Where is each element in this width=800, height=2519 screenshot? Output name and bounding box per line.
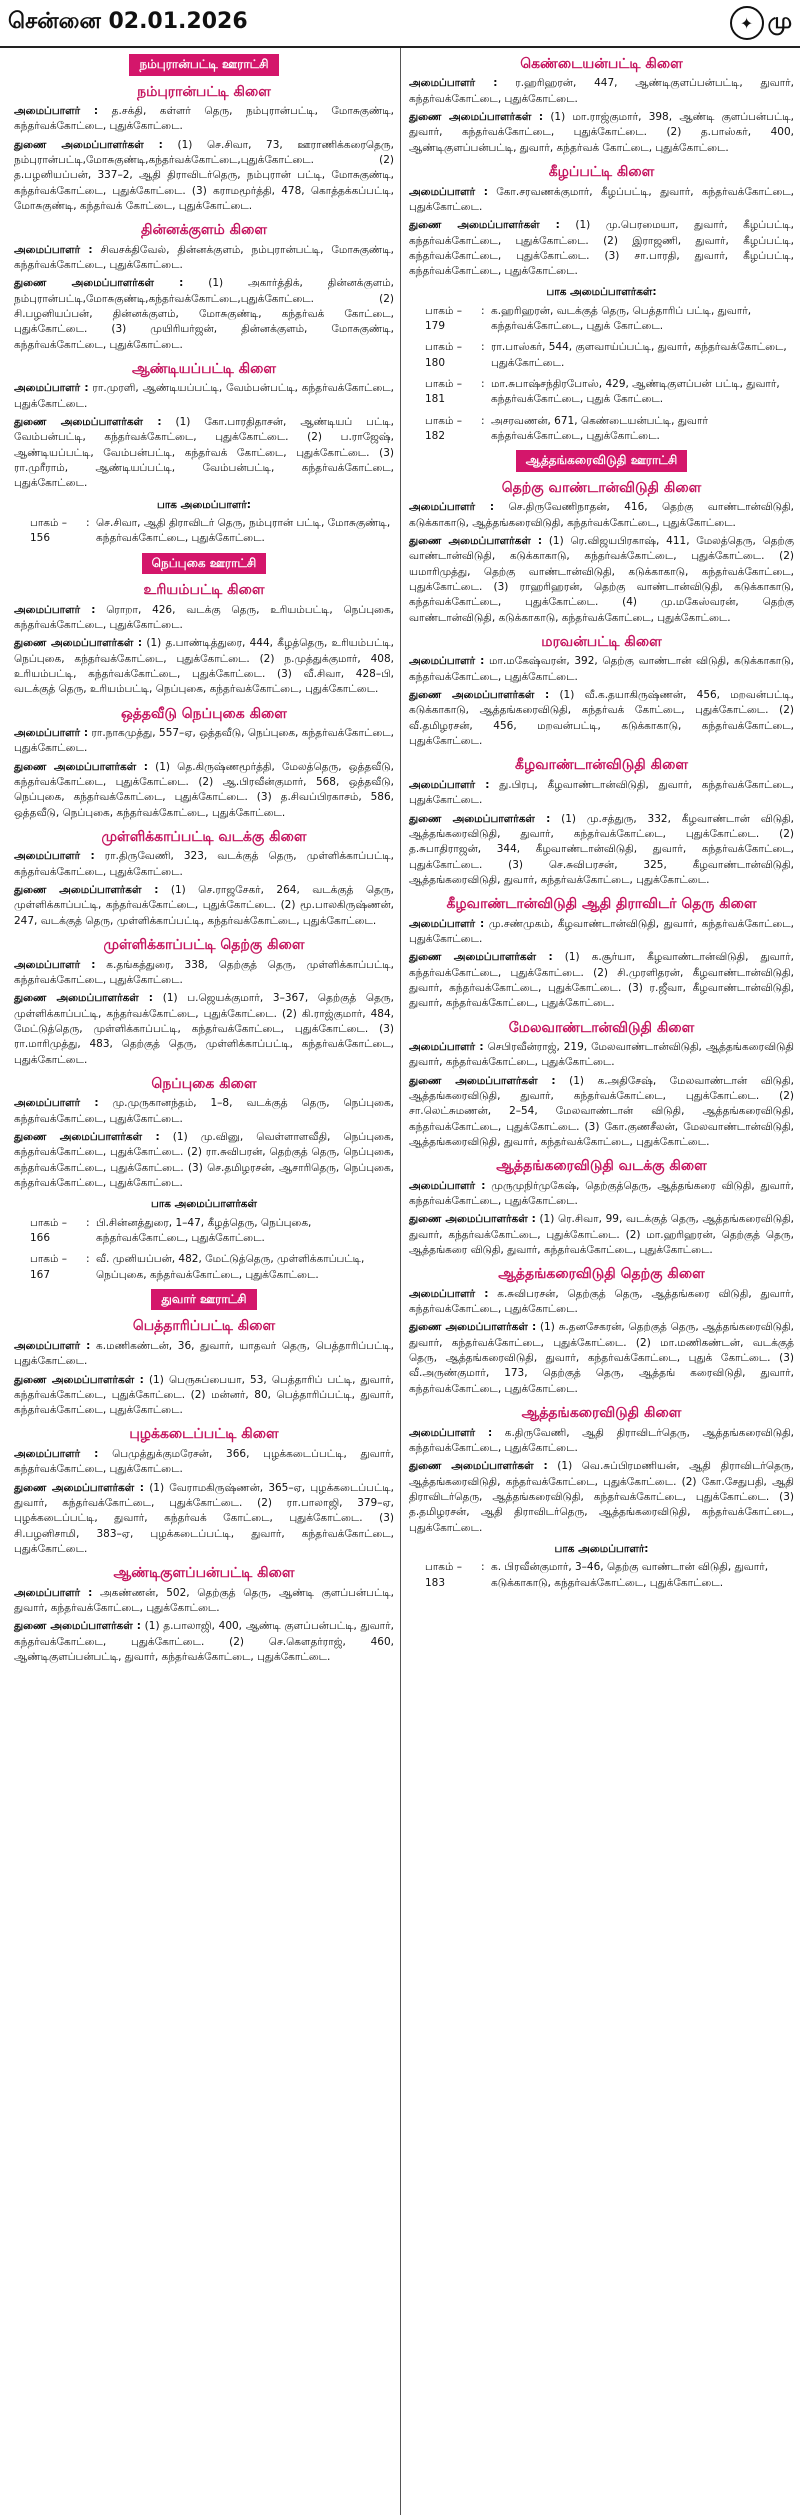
member-entry <box>14 1130 394 1191</box>
member-entry <box>409 812 794 889</box>
brand <box>730 6 792 40</box>
role-label: அமைப்பாளர் : <box>14 243 93 256</box>
role-label: அமைப்பாளர் : <box>409 77 498 90</box>
role-label: அமைப்பாளர் : <box>409 501 495 514</box>
role-label: அமைப்பாளர் : <box>409 917 485 930</box>
branch-heading: கீழவாண்டான்விடுதி கிளை <box>515 757 688 774</box>
member-entry <box>14 636 394 697</box>
member-entry <box>14 1447 394 1478</box>
booth-number: பாகம் – 167 <box>30 1253 68 1281</box>
booth-organiser-details: அசரவணன், 671, கெண்டையன்பட்டி, துவார் கந்தர்வக்கோட்டை, புதுக்கோட்டை. <box>491 414 708 443</box>
branch-heading: நெப்புகை கிளை <box>151 1075 257 1092</box>
member-details: ரா.முரளி, ஆண்டியப்பட்டி, வேம்பன்பட்டி, கந்தர்வக்கோட்டை, புதுக்கோட்டை. <box>14 382 394 410</box>
article-columns <box>0 48 800 2515</box>
member-details: து.பிரபு, கீழவாண்டான்விடுதி, துவார், கந்தர்வக்கோட்டை, புதுக்கோட்டை. <box>409 778 794 807</box>
role-label: அமைப்பாளர் : <box>14 958 96 971</box>
role-label: துணை அமைப்பாளர்கள் : <box>409 535 543 548</box>
branch-heading: பெத்தாரிப்பட்டி கிளை <box>132 1318 276 1335</box>
member-details: (1) ப.ஜெயக்குமார், 3–367, தெற்குத் தெரு, முள்ளிக்காப்பட்டி, கந்தர்வக்கோட்டை, புதுக்கோட்டை. (2) கி.ராஜ்குமார், 484, மேட்டுத்தெரு, முள்ளிக்காப்பட்டி, கந்தர்வக்கோட்டை, புதுக்கோட்டை. (3) ரா.மாரிமுத்து, 483, தெற்குத் தெரு, முள்ளிக்காப்பட்டி, கந்தர்வக்கோட்டை, புதுக்கோட்டை. <box>14 992 395 1066</box>
member-details: (1) ரெ.சிவா, 99, வடக்குத் தெரு, ஆத்தங்கரைவிடுதி, துவார், கந்தர்வக்கோட்டை, புதுக்கோட்டை. (2) மா.ஹரிஹரன், தெற்குத் தெரு, ஆத்தங்கரை விடுதி, துவார், கந்தர்வக்கோட்டை, புதுக்கோட்டை. <box>409 1213 795 1257</box>
member-entry <box>14 1096 394 1127</box>
branch-heading: ஆண்டியப்பட்டி கிளை <box>131 360 276 377</box>
member-entry <box>14 1619 394 1665</box>
member-details: சிவசக்திவேல், தின்னக்குளம், நம்புரான்பட்டி, மோசுகுண்டி, கந்தர்வக்கோட்டை, புதுக்கோட்டை. <box>14 243 394 272</box>
member-entry <box>14 849 394 880</box>
member-details: ரொறா, 426, வடக்கு தெரு, உரியம்பட்டி, நெப்புகை, கந்தர்வக்கோட்டை, புதுக்கோட்டை. <box>14 603 394 631</box>
role-label: அமைப்பாளர் : <box>409 655 485 668</box>
booth-organiser-details: ரா.பாஸ்கர், 544, குளவாய்ப்பட்டி, துவார், கந்தர்வக்கோட்டை, புதுக்கோட்டை. <box>491 341 787 369</box>
role-label: துணை அமைப்பாளர்கள் : <box>409 812 551 825</box>
branch-heading: ஆண்டிகுளப்பன்பட்டி கிளை <box>113 1565 295 1582</box>
member-details: த.சக்தி, கள்ளர் தெரு, நம்புரான்பட்டி, மோசுகுண்டி, கந்தர்வக்கோட்டை, புதுக்கோட்டை. <box>14 104 394 133</box>
member-details: (1) மா.ராஜ்குமார், 398, ஆண்டி குளப்பன்பட்டி, துவார், கந்தர்வக்கோட்டை, புதுக்கோட்டை. (2) த.பாஸ்கர், 400, ஆண்டிகுளப்பன்பட்டி, துவார், கந்தர்வக் கோட்டை, புதுக்கோட்டை. <box>409 111 794 154</box>
branch-heading: உரியம்பட்டி கிளை <box>143 582 265 599</box>
booth-number: பாகம் – 182 <box>425 414 463 443</box>
role-label: அமைப்பாளர் : <box>14 1339 91 1352</box>
booth-organiser-details: செ.சிவா, ஆதி திராவிடர் தெரு, நம்புரான் பட்டி, மோசுகுண்டி, கந்தர்வக்கோட்டை, புதுக்கோட்டை. <box>96 517 391 545</box>
role-label: துணை அமைப்பாளர்கள் : <box>409 951 553 964</box>
member-details: (1) சு.தனசேகரன், தெற்குத் தெரு, ஆத்தங்கரைவிடுதி, துவார், கந்தர்வக்கோட்டை, புதுக்கோட்டை. (2) மா.மணிகண்டன், வடக்குத் தெரு, ஆத்தங்கரைவிடுதி, துவார், கந்தர்வக்கோட்டை, புதுக் கோட்டை. (3) வீ.அருண்குமார், 173, தெற்குத் தெரு, ஆத்தங் கரைவிடுதி, துவார், கந்தர்வக்கோட்டை, புதுக்கோட்டை. <box>409 1321 794 1395</box>
member-details: (1) க.சூர்யா, கீழவாண்டான்விடுதி, துவார், கந்தர்வக்கோட்டை, புதுக்கோட்டை. (2) சி.முரளிதரன், கீழவாண்டான்விடுதி, துவார், கந்தர்வக்கோட்டை, புதுக்கோட்டை. (3) ர.ஜீவா, கீழவாண்டான்விடுதி, துவார், கந்தர்வக்கோட்டை, புதுக்கோட்டை. <box>409 951 794 1010</box>
branch-heading: ஒத்தவீடு நெப்புகை கிளை <box>121 705 287 722</box>
member-entry <box>409 1426 794 1457</box>
member-entry <box>409 76 794 107</box>
role-label: அமைப்பாளர் : <box>14 382 89 395</box>
member-details: (1) செ.ராஜசேகர், 264, வடக்குத் தெரு, முள்ளிக்காப்பட்டி, கந்தர்வக்கோட்டை, புதுக்கோட்டை. (2) மூ.பாலகிருஷ்ணன், 247, வடக்குத் தெரு, முள்ளிக்காப்பட்டி, கந்தர்வக்கோட்டை, புதுக்கோட்டை. <box>14 884 394 927</box>
member-details: (1) க.அதிசேஷ், மேலவாண்டான் விடுதி, ஆத்தங்கரைவிடுதி, துவார், கந்தர்வக்கோட்டை, புதுக்கோட்டை. (2) சா.லெட்சுமணன், 2–54, மேலவாண்டான் விடுதி, ஆத்தங்கரைவிடுதி, கந்தர்வக்கோட்டை, புதுக்கோட்டை. (3) கோ.குணசீலன், மேலவாண்டான்விடுதி, ஆத்தங்கரைவிடுதி, துவார், கந்தர்வக்கோட்டை, புதுக்கோட்டை. <box>409 1074 794 1148</box>
member-entry <box>14 958 394 989</box>
member-details: (1) தெ.கிருஷ்ணமூர்த்தி, மேலத்தெரு, ஒத்தவீடு, கந்தர்வக்கோட்டை, புதுக்கோட்டை. (2) ஆ.பிரவீன்குமார், 568, ஒத்தவீடு, நெப்புகை, கந்தர்வக்கோட்டை, புதுக்கோட்டை. (3) த.சிவப்பிரகாசம், 586, ஒத்தவீடு, நெப்புகை, கந்தர்வக்கோட்டை, புதுக்கோட்டை. <box>14 760 395 819</box>
separator-colon: : <box>481 378 485 391</box>
member-details: மா.மகேஷ்வரன், 392, தெற்கு வாண்டான் விடுதி, கடுக்காகாடு, கந்தர்வக்கோட்டை, புதுக்கோட்டை. <box>409 655 795 683</box>
member-details: (1) த.பாலாஜி, 400, ஆண்டி குளப்பன்பட்டி, துவார், கந்தர்வக்கோட்டை, புதுக்கோட்டை. (2) செ.கௌதர்ராஜ், 460, ஆண்டிகுளப்பன்பட்டி, துவார், கந்தர்வக்கோட்டை, புதுக்கோட்டை. <box>14 1620 394 1663</box>
member-details: க.தங்கத்துரை, 338, தெற்குத் தெரு, முள்ளிக்காப்பட்டி, கந்தர்வக்கோட்டை, புதுக்கோட்டை. <box>14 958 394 986</box>
role-label: துணை அமைப்பாளர்கள் : <box>409 111 544 124</box>
role-label: அமைப்பாளர் : <box>409 185 488 198</box>
member-entry <box>409 185 794 216</box>
branch-heading: ஆத்தங்கரைவிடுதி கிளை <box>521 1405 682 1422</box>
member-entry <box>14 276 394 353</box>
member-entry <box>409 950 794 1011</box>
booth-number: பாகம் – 166 <box>30 1216 68 1244</box>
branch-heading: தின்னக்குளம் கிளை <box>140 222 268 239</box>
member-entry <box>409 1287 794 1318</box>
role-label: துணை அமைப்பாளர்கள் : <box>409 689 550 702</box>
member-entry <box>409 1179 794 1210</box>
role-label: துணை அமைப்பாளர்கள் : <box>14 992 154 1005</box>
newspaper-logo-icon: ✦ <box>730 6 764 40</box>
booth-entry <box>409 1560 794 1591</box>
branch-heading: முள்ளிக்காப்பட்டி தெற்கு கிளை <box>103 937 305 954</box>
role-label: துணை அமைப்பாளர்கள் : <box>14 138 163 151</box>
member-details: பெமுத்துக்குமரேசன், 366, புழக்கடைப்பட்டி, துவார், கந்தர்வக்கோட்டை, புதுக்கோட்டை. <box>14 1447 394 1476</box>
booth-organiser-details: வீ. முனியப்பன், 482, மேட்டுத்தெரு, முள்ளிக்காப்பட்டி, நெப்புகை, கந்தர்வக்கோட்டை, புதுக்கோட்டை. <box>96 1253 365 1281</box>
panchayat-banner-row <box>14 1289 394 1311</box>
member-entry <box>409 110 794 156</box>
role-label: அமைப்பாளர் : <box>14 850 95 863</box>
left-column-content <box>14 54 394 1665</box>
separator-colon: : <box>481 1561 485 1574</box>
member-entry <box>409 688 794 749</box>
right-column-content <box>409 54 794 1591</box>
member-entry <box>409 218 794 279</box>
role-label: அமைப்பாளர் : <box>409 1426 493 1439</box>
booth-number: பாகம் – 156 <box>30 517 68 545</box>
member-entry <box>14 104 394 135</box>
branch-heading: மரவன்பட்டி கிளை <box>541 634 662 651</box>
role-label: துணை அமைப்பாளர்கள் : <box>14 277 184 290</box>
booth-entry <box>409 414 794 445</box>
role-label: அமைப்பாளர் : <box>409 1287 489 1300</box>
branch-heading: கெண்டையன்பட்டி கிளை <box>520 56 683 72</box>
role-label: துணை அமைப்பாளர்கள் : <box>14 1373 144 1386</box>
member-entry <box>409 1040 794 1071</box>
role-label: துணை அமைப்பாளர்கள் : <box>14 416 162 429</box>
member-details: அகண்ணன், 502, தெற்குத் தெரு, ஆண்டி குளப்பன்பட்டி, துவார், கந்தர்வக்கோட்டை, புதுக்கோட்டை. <box>14 1586 395 1614</box>
panchayat-banner: நெப்புகை ஊராட்சி <box>142 553 267 575</box>
member-entry <box>14 1339 394 1370</box>
member-entry <box>14 243 394 274</box>
role-label: அமைப்பாளர் : <box>14 727 89 740</box>
role-label: அமைப்பாளர் : <box>14 603 96 616</box>
right-column <box>400 48 800 2515</box>
member-details: (1) வேராமகிருஷ்ணன், 365–ஏ, புழக்கடைப்பட்டி, துவார், கந்தர்வக்கோட்டை, புதுக்கோட்டை. (2) ரா.பாலாஜி, 379–ஏ, புழக்கடைப்பட்டி, துவார், கந்தர்வக் கோட்டை, புதுக்கோட்டை. (3) சி.பழனிசாமி, 383–ஏ, புழக்கடைப்பட்டி, துவார், கந்தர்வக்கோட்டை, புதுக்கோட்டை. <box>14 1481 394 1555</box>
member-details: மு.முருகானந்தம், 1–8, வடக்குத் தெரு, நெப்புகை, கந்தர்வக்கோட்டை, புதுக்கோட்டை. <box>14 1097 395 1125</box>
member-entry <box>409 1212 794 1258</box>
booth-number: பாகம் – 181 <box>425 378 463 406</box>
member-details: கோ.சரவணக்குமார், கீழப்பட்டி, துவார், கந்தர்வக்கோட்டை, புதுக்கோட்டை. <box>409 185 795 213</box>
branch-heading: புழக்கடைப்பட்டி கிளை <box>129 1426 279 1443</box>
member-details: ரா.நாகமுத்து, 557–ஏ, ஒத்தவீடு, நெப்புகை, கந்தர்வக்கோட்டை, புதுக்கோட்டை. <box>14 727 394 755</box>
member-details: (1) வீ.க.தயாகிருஷ்ணன், 456, மறவன்பட்டி, கடுக்காகாடு, ஆத்தங்கரைவிடுதி, கந்தர்வக் கோட்டை, புதுக்கோட்டை. (2) வீ.தமிழரசன், 456, மறவன்பட்டி, கடுக்காகாடு, கந்தர்வக்கோட்டை, புதுக்கோட்டை. <box>409 689 795 748</box>
role-label: துணை அமைப்பாளர்கள் : <box>409 219 560 232</box>
branch-heading: முள்ளிக்காப்பட்டி வடக்கு கிளை <box>101 829 307 846</box>
role-label: துணை அமைப்பாளர்கள் : <box>409 1321 537 1334</box>
branch-heading: ஆத்தங்கரைவிடுதி தெற்கு கிளை <box>498 1266 705 1283</box>
separator-colon: : <box>86 1253 90 1266</box>
member-details: (1) மு.பெரமையா, துவார், கீழப்பட்டி, கந்தர்வக்கோட்டை, புதுக்கோட்டை. (2) இராஜணி, துவார், கீழப்பட்டி, கந்தர்வக்கோட்டை, புதுக்கோட்டை. (3) சா.பாரதி, துவார், கீழப்பட்டி, கந்தர்வக்கோட்டை, புதுக்கோட்டை. <box>409 219 795 278</box>
branch-heading: தெற்கு வாண்டான்விடுதி கிளை <box>501 479 702 496</box>
member-details: முருமுநிர்முகேஷ், தெற்குத்தெரு, ஆத்தங்கரை விடுதி, துவார், கந்தர்வக்கோட்டை, புதுக்கோட்டை. <box>409 1179 795 1208</box>
member-details: (1) த.பாண்டித்துரை, 444, கீழத்தெரு, உரியம்பட்டி, நெப்புகை, கந்தர்வக்கோட்டை, புதுக்கோட்டை. (2) ந.முத்துக்குமார், 408, உரியம்பட்டி, கந்தர்வக்கோட்டை, புதுக்கோட்டை. (3) வீ.சிவா, 428–பி, வடக்குத் தெரு, உரியம்பட்டி, நெப்புகை, கந்தர்வக்கோட்டை, புதுக்கோட்டை. <box>14 637 394 696</box>
booth-organiser-details: க. பிரவீன்குமார், 3–46, தெற்கு வாண்டான் விடுதி, துவார், கடுக்காகாடு, கந்தர்வக்கோட்டை, புதுக்கோட்டை. <box>491 1561 769 1589</box>
role-label: அமைப்பாளர் : <box>14 1586 93 1599</box>
member-entry <box>409 500 794 531</box>
role-label: அமைப்பாளர் : <box>409 1179 486 1192</box>
member-details: (1) அகார்த்திக், தின்னக்குளம், நம்புரான்பட்டி,மோசுகுண்டி,கந்தர்வக்கோட்டை,புதுக்கோட்டை. (2) சி.பழனியப்பன், தின்னக்குளம், மோசுகுண்டி, கந்தர்வக் கோட்டை, புதுக்கோட்டை. (3) முயிரியர்ஜன், தின்னக்குளம், மோசுகுண்டி, கந்தர்வக்கோட்டை, புதுக்கோட்டை. <box>14 277 394 351</box>
booth-entry <box>14 516 394 547</box>
booth-organisers-heading: பாக அமைப்பாளர்: <box>554 1542 649 1555</box>
member-entry <box>409 778 794 809</box>
member-details: செ.திருவேணிநாதன், 416, தெற்கு வாண்டான்விடுதி, கடுக்காகாடு, ஆத்தங்கரைவிடுதி, கந்தர்வக்கோட்டை, புதுக்கோட்டை. <box>409 501 794 529</box>
booth-organiser-details: மா.சுபாஷ்சந்திரபோஸ், 429, ஆண்டிகுளப்பன் பட்டி, துவார், கந்தர்வக்கோட்டை, புதுக் கோட்டை. <box>491 378 780 406</box>
panchayat-banner-row <box>14 553 394 575</box>
member-details: (1) வெ.சுப்பிரமணியன், ஆதி திராவிடர்தெரு, ஆத்தங்கரைவிடுதி, கந்தர்வக்கோட்டை, புதுக்கோட்டை. (2) கோ.சேதுபதி, ஆதி திராவிடர்தெரு, ஆத்தங்கரைவிடுதி, கந்தர்வக்கோட்டை, புதுக்கோட்டை. (3) த.தமிழரசன், ஆதி திராவிடர்தெரு, ஆத்தங்கரைவிடுதி, கந்தர்வக்கோட்டை, புதுக்கோட்டை. <box>409 1460 794 1534</box>
member-entry <box>14 726 394 757</box>
member-entry <box>409 654 794 685</box>
booth-organisers-heading: பாக அமைப்பாளர்: <box>157 498 251 511</box>
member-details: (1) ரெ.விஜயபிரகாஷ், 411, மேலத்தெரு, தெற்கு வாண்டான்விடுதி, கடுக்காகாடு, கந்தர்வக்கோட்டை, புதுக்கோட்டை. (2) யமாரிமுத்து, தெற்கு வாண்டான்விடுதி, கடுக்காகாடு, கந்தர்வக்கோட்டை, புதுக்கோட்டை. (3) ராஹரிஹரன், தெற்கு வாண்டான்விடுதி, கடுக்காகாடு, கந்தர்வக்கோட்டை, புதுக்கோட்டை. (4) மு.மகேஸ்வரன், தெற்கு வாண்டான்விடுதி, கடுக்காகாடு, கந்தர்வக்கோட்டை, புதுக்கோட்டை. <box>409 535 795 624</box>
separator-colon: : <box>481 304 485 317</box>
member-entry <box>409 917 794 948</box>
booth-entry <box>409 340 794 371</box>
role-label: துணை அமைப்பாளர்கள் : <box>14 760 148 773</box>
role-label: அமைப்பாளர் : <box>14 1447 99 1460</box>
role-label: துணை அமைப்பாளர்கள் : <box>409 1074 556 1087</box>
member-entry <box>14 760 394 821</box>
member-details: க.மணிகண்டன், 36, துவார், யாதவர் தெரு, பெத்தாரிப்பட்டி, புதுக்கோட்டை. <box>14 1339 394 1368</box>
member-entry <box>14 883 394 929</box>
member-details: (1) செ.சிவா, 73, ஊராணிக்கரைதெரு, நம்புரான்பட்டி,மோசுகுண்டி,கந்தர்வக்கோட்டை,புதுக்கோட்டை. (2) த.பழனியப்பன், 337–2, ஆதி திராவிடர்தெரு, நம்புரான் பட்டி, மோசுகுண்டி, கந்தர்வக்கோட்டை, புதுக்கோட்டை. (3) கராமமூர்த்தி, 478, கொத்தக்கப்பட்டி, மோசுகுண்டி, கந்தர்வக் கோட்டை, புதுக்கோட்டை. <box>14 138 395 212</box>
role-label: துணை அமைப்பாளர்கள் : <box>14 1481 144 1494</box>
brand-text: மு <box>767 9 792 34</box>
member-entry <box>409 1074 794 1151</box>
booth-entry <box>409 304 794 335</box>
member-entry <box>14 1373 394 1419</box>
member-entry <box>14 603 394 634</box>
member-entry <box>14 138 394 215</box>
member-details: (1) பெருசுப்பையா, 53, பெத்தாரிப் பட்டி, துவார், கந்தர்வக்கோட்டை, புதுக்கோட்டை. (2) மன்னர், 80, பெத்தாரிப்பட்டி, துவார், கந்தர்வக்கோட்டை, புதுக்கோட்டை. <box>14 1373 395 1417</box>
booth-entry <box>14 1216 394 1247</box>
member-details: க.திருவேணி, ஆதி திராவிடர்தெரு, ஆத்தங்கரைவிடுதி, கந்தர்வக்கோட்டை, புதுக்கோட்டை. <box>409 1426 795 1454</box>
panchayat-banner-row <box>14 54 394 76</box>
panchayat-banner: நம்புரான்பட்டி ஊராட்சி <box>129 54 278 76</box>
member-details: மு.சண்முகம், கீழவாண்டான்விடுதி, துவார், கந்தர்வக்கோட்டை, புதுக்கோட்டை. <box>409 917 794 945</box>
member-entry <box>409 534 794 626</box>
member-entry <box>14 1481 394 1558</box>
masthead <box>0 0 800 48</box>
member-entry <box>14 381 394 412</box>
role-label: துணை அமைப்பாளர்கள் : <box>409 1213 536 1226</box>
dateline: சென்னை 02.01.2026 <box>8 9 248 34</box>
role-label: துணை அமைப்பாளர்கள் : <box>14 1130 160 1143</box>
role-label: துணை அமைப்பாளர்கள் : <box>14 637 143 650</box>
member-entry <box>409 1459 794 1536</box>
booth-entry <box>14 1252 394 1283</box>
member-details: (1) மு.சத்துரு, 332, கீழவாண்டான் விடுதி, ஆத்தங்கரைவிடுதி, துவார், கந்தர்வக்கோட்டை, புதுக்கோட்டை. (2) த.சுபாதிராஜன், 344, கீழவாண்டான்விடுதி, துவார், கந்தர்வக்கோட்டை, புதுக்கோட்டை. (3) செ.சுவிபரசன், 325, கீழவாண்டான்விடுதி, ஆத்தங்கரைவிடுதி, துவார், கந்தர்வக்கோட்டை, புதுக்கோட்டை. <box>409 812 795 886</box>
panchayat-banner: ஆத்தங்கரைவிடுதி ஊராட்சி <box>516 450 687 472</box>
role-label: துணை அமைப்பாளர்கள் : <box>14 1620 141 1633</box>
booth-organisers-heading: பாக அமைப்பாளர்கள்: <box>546 286 657 299</box>
separator-colon: : <box>481 414 485 427</box>
member-details: க.சுவிபரசன், தெற்குத் தெரு, ஆத்தங்கரை விடுதி, துவார், கந்தர்வக்கோட்டை, புதுக்கோட்டை. <box>409 1287 795 1316</box>
role-label: துணை அமைப்பாளர்கள் : <box>14 884 159 897</box>
role-label: அமைப்பாளர் : <box>14 104 99 117</box>
role-label: துணை அமைப்பாளர்கள் : <box>409 1460 548 1473</box>
panchayat-banner-row <box>409 450 794 472</box>
member-entry <box>14 1586 394 1617</box>
member-details: (1) மு.வினு, வெள்ளாளவீதி, நெப்புகை, கந்தர்வக்கோட்டை, புதுக்கோட்டை. (2) ரா.சுவிபரன், தெற்குத் தெரு, நெப்புகை, கந்தர்வக்கோட்டை, புதுக்கோட்டை. (3) செ.தமிழரசன், ஆசாரிதெரு, நெப்புகை, கந்தர்வக்கோட்டை, புதுக்கோட்டை. <box>14 1130 394 1189</box>
branch-heading: ஆத்தங்கரைவிடுதி வடக்கு கிளை <box>496 1158 707 1175</box>
booth-organisers-heading: பாக அமைப்பாளர்கள் <box>151 1198 257 1211</box>
branch-heading: மேலவாண்டான்விடுதி கிளை <box>508 1019 695 1036</box>
role-label: அமைப்பாளர் : <box>14 1097 99 1110</box>
booth-entry <box>409 377 794 408</box>
branch-heading: கீழவாண்டான்விடுதி ஆதி திராவிடர் தெரு கிளை <box>446 896 757 913</box>
panchayat-banner: துவார் ஊராட்சி <box>151 1289 256 1311</box>
member-details: செபிரவீன்ராஜ், 219, மேலவாண்டான்விடுதி, ஆத்தங்கரைவிடுதி துவார், கந்தர்வக்கோட்டை, புதுக்கோட்டை. <box>409 1041 795 1069</box>
left-column <box>0 48 400 2515</box>
role-label: அமைப்பாளர் : <box>409 778 490 791</box>
booth-organiser-details: க.ஹரிஹரன், வடக்குத் தெரு, பெத்தாரிப் பட்டி, துவார், கந்தர்வக்கோட்டை, புதுக் கோட்டை. <box>491 304 752 333</box>
member-details: (1) கோ.பாரதிதாசன், ஆண்டியப் பட்டி, வேம்பன்பட்டி, கந்தர்வக்கோட்டை, புதுக்கோட்டை. (2) ப.ராஜேஷ், ஆண்டியப்பட்டி, வேம்பன்பட்டி, கந்தர்வக் கோட்டை, புதுக்கோட்டை. (3) ரா.முரீராம், ஆண்டியப்பட்டி, வேம்பன்பட்டி, கந்தர்வக்கோட்டை, புதுக்கோட்டை. <box>14 416 394 490</box>
booth-number: பாகம் – 183 <box>425 1561 463 1589</box>
booth-number: பாகம் – 180 <box>425 341 463 369</box>
member-entry <box>14 991 394 1068</box>
booth-number: பாகம் – 179 <box>425 304 463 333</box>
member-entry <box>14 415 394 492</box>
role-label: அமைப்பாளர் : <box>409 1041 484 1053</box>
separator-colon: : <box>481 341 485 354</box>
member-details: ர.ஹரிஹரன், 447, ஆண்டிகுளப்பன்பட்டி, துவார், கந்தர்வக்கோட்டை, புதுக்கோட்டை. <box>409 77 795 105</box>
separator-colon: : <box>86 517 90 530</box>
member-entry <box>409 1320 794 1397</box>
branch-heading: கீழப்பட்டி கிளை <box>548 164 655 181</box>
booth-organiser-details: பி.சின்னத்துரை, 1–47, கீழத்தெரு, நெப்புகை, கந்தர்வக்கோட்டை, புதுக்கோட்டை. <box>96 1216 312 1244</box>
separator-colon: : <box>86 1216 90 1229</box>
branch-heading: நம்புரான்பட்டி கிளை <box>137 83 271 100</box>
member-details: ரா.திருவேணி, 323, வடக்குத் தெரு, முள்ளிக்காப்பட்டி, கந்தர்வக்கோட்டை, புதுக்கோட்டை. <box>14 850 395 878</box>
